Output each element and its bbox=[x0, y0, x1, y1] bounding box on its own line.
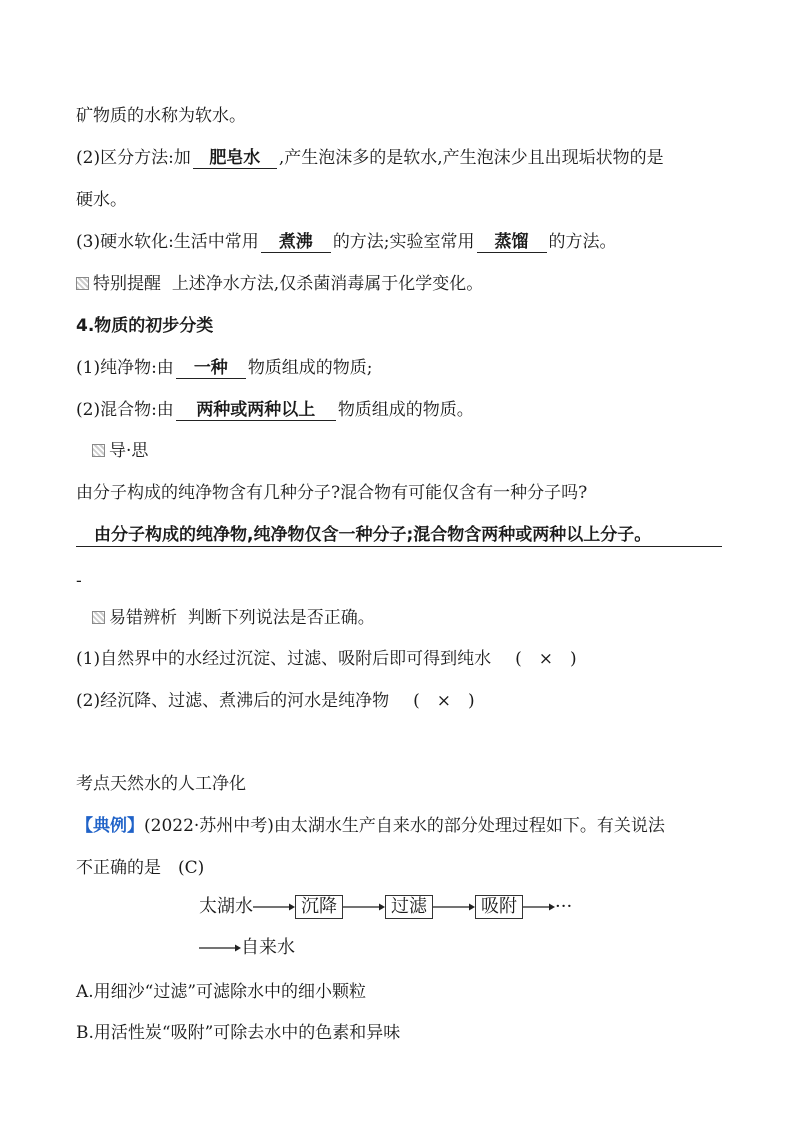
judgment-text: (2)经沉降、过滤、煮沸后的河水是纯净物 bbox=[76, 691, 390, 711]
line-prefix: (2)区分方法:加 bbox=[76, 148, 191, 168]
reminder-icon bbox=[76, 277, 89, 290]
line-suffix: 的方法。 bbox=[548, 232, 617, 252]
flow-step-filtration: 过滤 bbox=[385, 895, 433, 919]
hard-water-softening-line bbox=[76, 231, 617, 253]
line-prefix: (1)纯净物:由 bbox=[76, 358, 174, 378]
example-tag: 【典例】 bbox=[76, 816, 144, 836]
judgment-text: (1)自然界中的水经过沉淀、过滤、吸附后即可得到纯水 bbox=[76, 649, 492, 669]
answer-blank-soap-water: 肥皂水 bbox=[193, 148, 277, 169]
answer-blank-one-kind: 一种 bbox=[176, 358, 246, 379]
line-mid: 的方法;实验室常用 bbox=[332, 232, 475, 252]
thinking-icon bbox=[92, 444, 105, 457]
guided-thinking bbox=[92, 440, 148, 462]
topic-heading bbox=[76, 773, 246, 795]
judgment-mark: ( × ) bbox=[515, 649, 577, 669]
section-heading bbox=[76, 315, 213, 337]
error-analysis-icon bbox=[92, 611, 105, 624]
text-line bbox=[76, 189, 127, 211]
process-flow-result bbox=[199, 936, 295, 960]
answer-blank-two-or-more: 两种或两种以上 bbox=[176, 400, 336, 421]
arrow-icon bbox=[253, 902, 295, 912]
option-b bbox=[76, 1022, 400, 1044]
process-flow bbox=[199, 895, 572, 919]
pure-substance-line bbox=[76, 357, 373, 379]
error-analysis-text: 判断下列说法是否正确。 bbox=[187, 608, 375, 628]
judgment-item-2 bbox=[76, 690, 475, 712]
topic-text: 考点天然水的人工净化 bbox=[76, 774, 246, 794]
flow-step-sedimentation: 沉降 bbox=[295, 895, 343, 919]
line-suffix: 物质组成的物质。 bbox=[337, 400, 474, 420]
paragraph-text: 矿物质的水称为软水。 bbox=[76, 106, 246, 126]
option-text: B.用活性炭“吸附”可除去水中的色素和异味 bbox=[76, 1023, 401, 1043]
reminder-label: 特别提醒 bbox=[93, 274, 161, 294]
error-analysis-label: 易错辨析 bbox=[109, 608, 177, 628]
example-text: 不正确的是 (C) bbox=[76, 858, 205, 878]
distinguish-method-line bbox=[76, 147, 664, 169]
option-text: A.用细沙“过滤”可滤除水中的细小颗粒 bbox=[76, 982, 367, 1002]
flow-source: 太湖水 bbox=[199, 896, 253, 917]
arrow-icon bbox=[199, 943, 241, 953]
answer-text: 由分子构成的纯净物,纯净物仅含一种分子;混合物含两种或两种以上分子。 bbox=[94, 525, 652, 545]
arrow-icon bbox=[523, 902, 555, 912]
dash-text: - bbox=[76, 571, 82, 591]
judgment-item-1 bbox=[76, 648, 577, 670]
flow-step-adsorption: 吸附 bbox=[475, 895, 523, 919]
question-line bbox=[76, 482, 587, 504]
answer-blank-distillation: 蒸馏 bbox=[477, 232, 547, 253]
reminder-text: 上述净水方法,仅杀菌消毒属于化学变化。 bbox=[171, 274, 484, 294]
special-reminder bbox=[76, 273, 483, 295]
answer-blank-boiling: 煮沸 bbox=[261, 232, 331, 253]
line-prefix: (2)混合物:由 bbox=[76, 400, 174, 420]
answer-line bbox=[76, 524, 722, 547]
arrow-icon bbox=[343, 902, 385, 912]
example-text: (2022·苏州中考)由太湖水生产自来水的部分处理过程如下。有关说法 bbox=[144, 816, 665, 836]
flow-result: 自来水 bbox=[241, 937, 295, 958]
thinking-label: 导·思 bbox=[109, 441, 149, 461]
example-line bbox=[76, 815, 665, 837]
arrow-icon bbox=[433, 902, 475, 912]
line-rest: ,产生泡沫多的是软水,产生泡沫少且出现垢状物的是 bbox=[278, 148, 664, 168]
paragraph-text: 硬水。 bbox=[76, 190, 127, 210]
flow-ellipsis: ··· bbox=[555, 896, 573, 917]
error-analysis bbox=[92, 607, 375, 629]
example-line-2 bbox=[76, 857, 204, 879]
text-line bbox=[76, 105, 246, 127]
question-text: 由分子构成的纯净物含有几种分子?混合物有可能仅含有一种分子吗? bbox=[76, 483, 588, 503]
mixture-line bbox=[76, 399, 474, 421]
judgment-mark: ( × ) bbox=[413, 691, 475, 711]
section-title: 4.物质的初步分类 bbox=[76, 316, 214, 336]
line-prefix: (3)硬水软化:生活中常用 bbox=[76, 232, 259, 252]
line-suffix: 物质组成的物质; bbox=[247, 358, 373, 378]
option-a bbox=[76, 981, 366, 1003]
dash-mark bbox=[76, 570, 82, 592]
